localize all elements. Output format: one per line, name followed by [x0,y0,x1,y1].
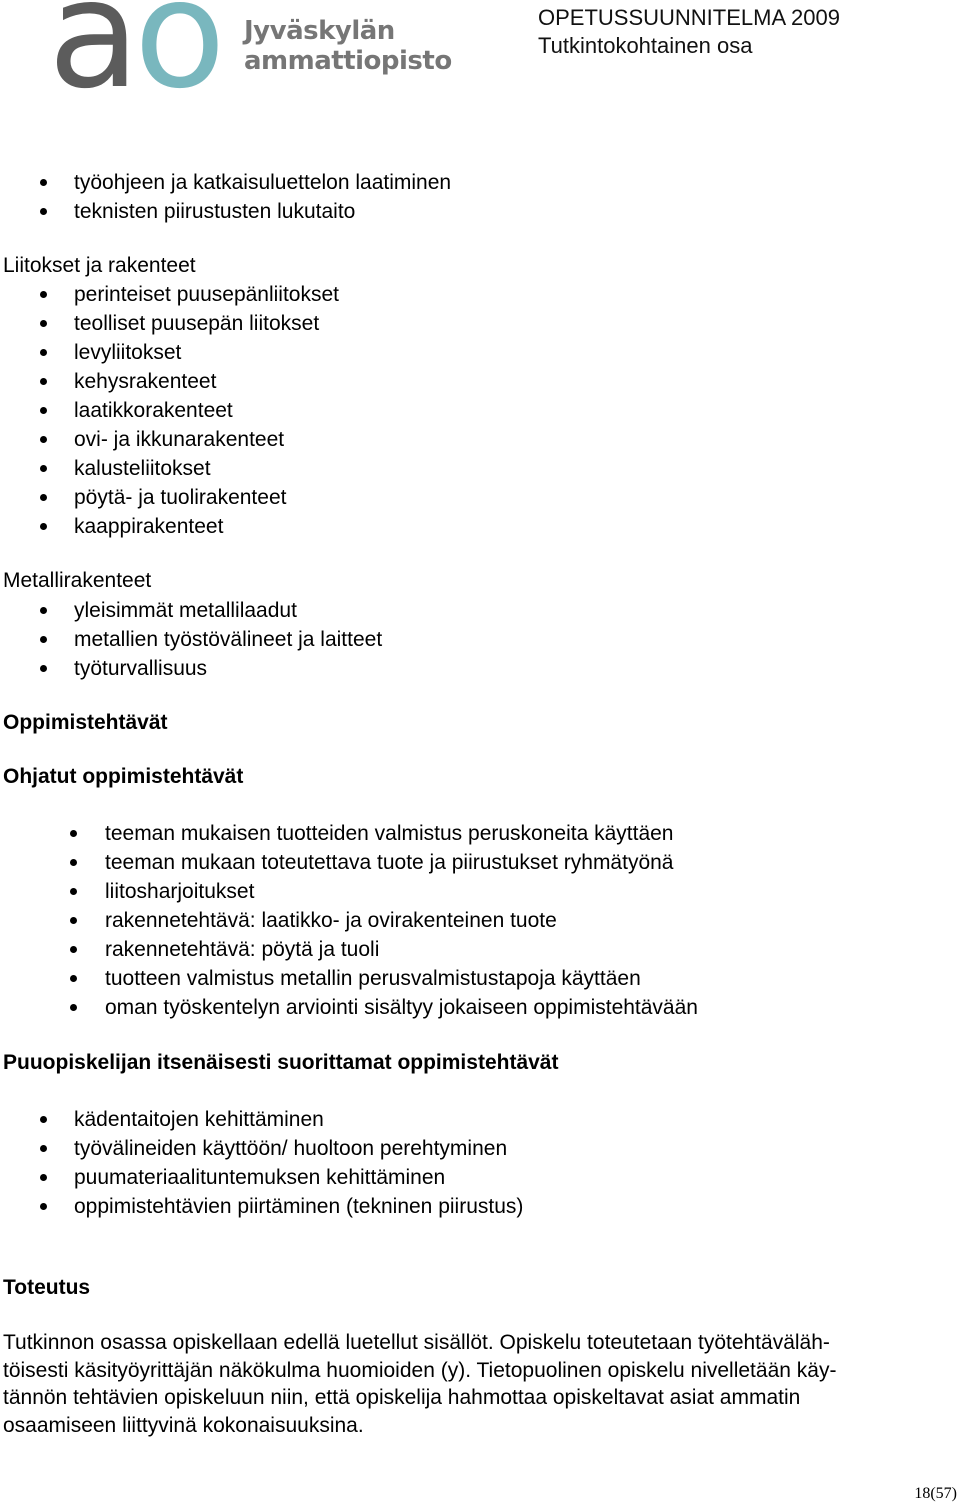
list-item: puumateriaalituntemuksen kehittäminen [74,1163,523,1192]
list-item: työohjeen ja katkaisuluettelon laatiminen [74,168,451,197]
paragraph-line: tännön tehtävien opiskeluun niin, että opiskelija hahmottaa opiskeltavat asiat ammatin [3,1386,801,1409]
heading-oppimistehtavat: Oppimistehtävät [3,711,168,734]
metalli-list [74,596,382,683]
logo-mark [48,0,220,122]
toteutus-paragraph [3,1329,958,1439]
top-list [74,168,451,226]
logo-letter-a: a [48,0,134,122]
section-title-toteutus: Toteutus [3,1276,91,1299]
list-item: liitosharjoitukset [105,877,698,906]
paragraph-line: töisesti käsityöyrittäjän näkökulma huomioiden (y). Tietopuolinen opiskelu nivelletään käy- [3,1358,837,1382]
section-title-metalli: Metallirakenteet [3,569,152,592]
list-item: oman työskentelyn arviointi sisältyy jokaiseen oppimistehtävään [105,993,698,1022]
list-item: rakennetehtävä: laatikko- ja ovirakenteinen tuote [105,906,698,935]
list-item: levyliitokset [74,338,339,367]
paragraph-line: Tutkinnon osassa opiskellaan edellä luetellut sisällöt. Opiskelu toteutetaan työtehtäväläh- [3,1331,830,1354]
list-item: teeman mukaan toteutettava tuote ja piirustukset ryhmätyönä [105,848,698,877]
logo-name-line2: ammattiopisto [244,46,452,76]
page-number: 18(57) [914,1485,957,1502]
list-item: kädentaitojen kehittäminen [74,1105,523,1134]
list-item: ovi- ja ikkunarakenteet [74,425,339,454]
logo-letter-o: o [133,0,220,122]
list-item: rakennetehtävä: pöytä ja tuoli [105,935,698,964]
list-item: kalusteliitokset [74,454,339,483]
list-item: laatikkorakenteet [74,396,339,425]
list-item: yleisimmät metallilaadut [74,596,382,625]
list-item: teolliset puusepän liitokset [74,309,339,338]
section-title-ohjatut: Ohjatut oppimistehtävät [3,765,244,788]
logo-wordmark [244,16,452,76]
list-item: metallien työstövälineet ja laitteet [74,625,382,654]
section-title-itsenaiset: Puuopiskelijan itsenäisesti suorittamat oppimistehtävät [3,1051,559,1074]
liitokset-list [74,280,339,541]
logo-name-line1: Jyväskylän [244,16,395,46]
list-item: työturvallisuus [74,654,382,683]
doc-title: OPETUSSUUNNITELMA 2009 [538,5,840,30]
list-item: kehysrakenteet [74,367,339,396]
itsenaiset-list [74,1105,523,1221]
list-item: kaappirakenteet [74,512,339,541]
institution-logo [48,0,452,122]
list-item: perinteiset puusepänliitokset [74,280,339,309]
doc-subtitle: Tutkintokohtainen osa [538,33,753,58]
ohjatut-list [105,819,698,1022]
list-item: työvälineiden käyttöön/ huoltoon perehtyminen [74,1134,523,1163]
list-item: tuotteen valmistus metallin perusvalmistustapoja käyttäen [105,964,698,993]
list-item: pöytä- ja tuolirakenteet [74,483,339,512]
list-item: teeman mukaisen tuotteiden valmistus peruskoneita käyttäen [105,819,698,848]
section-title-liitokset: Liitokset ja rakenteet [3,254,196,277]
document-header [538,4,840,60]
list-item: oppimistehtävien piirtäminen (tekninen piirustus) [74,1192,523,1221]
paragraph-line: osaamiseen liittyvinä kokonaisuuksina. [3,1413,364,1437]
list-item: teknisten piirustusten lukutaito [74,197,451,226]
